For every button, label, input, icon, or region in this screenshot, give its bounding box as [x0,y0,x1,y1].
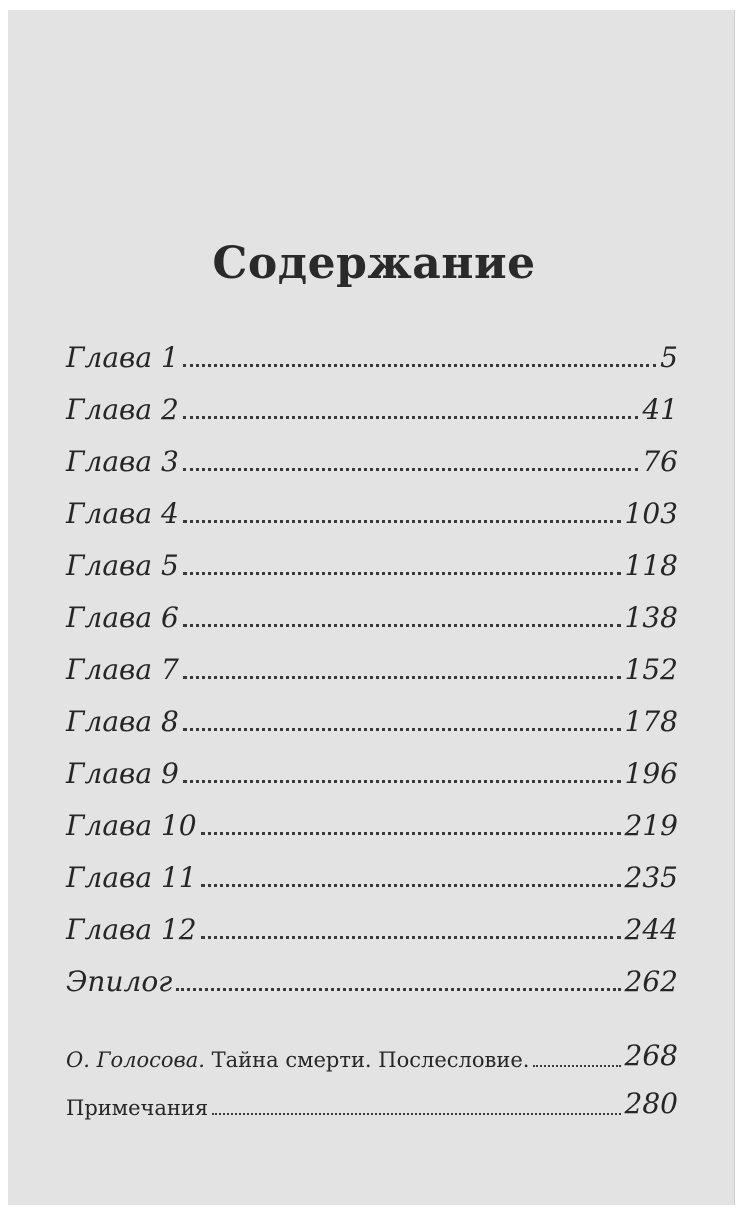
toc-entry-label: Глава 11 [66,861,197,894]
toc-entry-page: 118 [624,549,678,582]
toc-entry-page: 152 [624,653,678,686]
dot-leader [183,572,621,575]
toc-entry-label: Глава 2 [66,393,179,426]
toc-entry-chapter-4 [66,478,678,530]
toc-entry-label: Глава 7 [66,653,179,686]
toc-entry-epilogue [66,946,678,998]
toc-entry-page: 76 [642,445,678,478]
toc-entry-page: 41 [642,393,678,426]
toc-entry-chapter-3 [66,426,678,478]
toc-entry-page: 219 [624,809,678,842]
dot-leader [533,1065,620,1067]
toc-entry-label: Примечания [66,1096,209,1120]
toc-entry-label: Глава 1 [66,341,179,374]
toc-entry-label: Глава 3 [66,445,179,478]
toc-entry-page: 196 [624,757,678,790]
toc-entry-chapter-12 [66,894,678,946]
toc-entry-afterword [66,1024,678,1072]
dot-leader [183,364,656,367]
toc-entry-chapter-9 [66,738,678,790]
dot-leader [176,988,620,991]
toc-entry-label: Глава 9 [66,757,179,790]
table-of-contents [66,322,678,1120]
toc-entry-notes [66,1072,678,1120]
toc-entry-label: Глава 10 [66,809,197,842]
toc-entry-chapter-8 [66,686,678,738]
toc-entry-page: 178 [624,705,678,738]
page-title: Содержание [212,238,536,289]
toc-entry-chapter-10 [66,790,678,842]
toc-entry-page: 103 [624,497,678,530]
dot-leader [183,468,639,471]
dot-leader [183,624,621,627]
dot-leader [212,1113,620,1115]
afterword-title: Тайна смерти. Послесловие. [211,1048,530,1072]
toc-entry-chapter-6 [66,582,678,634]
toc-entry-label: Глава 5 [66,549,179,582]
toc-entry-page: 262 [624,965,678,998]
toc-entry-label: Глава 4 [66,497,179,530]
dot-leader [183,728,621,731]
dot-leader [183,416,639,419]
toc-entry-chapter-7 [66,634,678,686]
toc-entry-page: 268 [624,1039,678,1072]
dot-leader [183,676,621,679]
toc-entry-label: Эпилог [66,965,173,998]
dot-leader [183,780,621,783]
dot-leader [201,832,621,835]
dot-leader [201,884,621,887]
toc-entry-label: Глава 12 [66,913,197,946]
dot-leader [183,520,621,523]
toc-entry-chapter-2 [66,374,678,426]
toc-entry-label: Глава 6 [66,601,179,634]
toc-entry-page: 280 [624,1087,678,1120]
toc-entry-chapter-5 [66,530,678,582]
toc-entry-page: 244 [624,913,678,946]
toc-entry-page: 5 [660,341,678,374]
toc-entry-page: 235 [624,861,678,894]
afterword-author: О. Голосова. [66,1048,205,1072]
toc-entry-chapter-11 [66,842,678,894]
toc-entry-label: Глава 8 [66,705,179,738]
toc-entry-page: 138 [624,601,678,634]
toc-entry-chapter-1 [66,322,678,374]
dot-leader [201,936,621,939]
